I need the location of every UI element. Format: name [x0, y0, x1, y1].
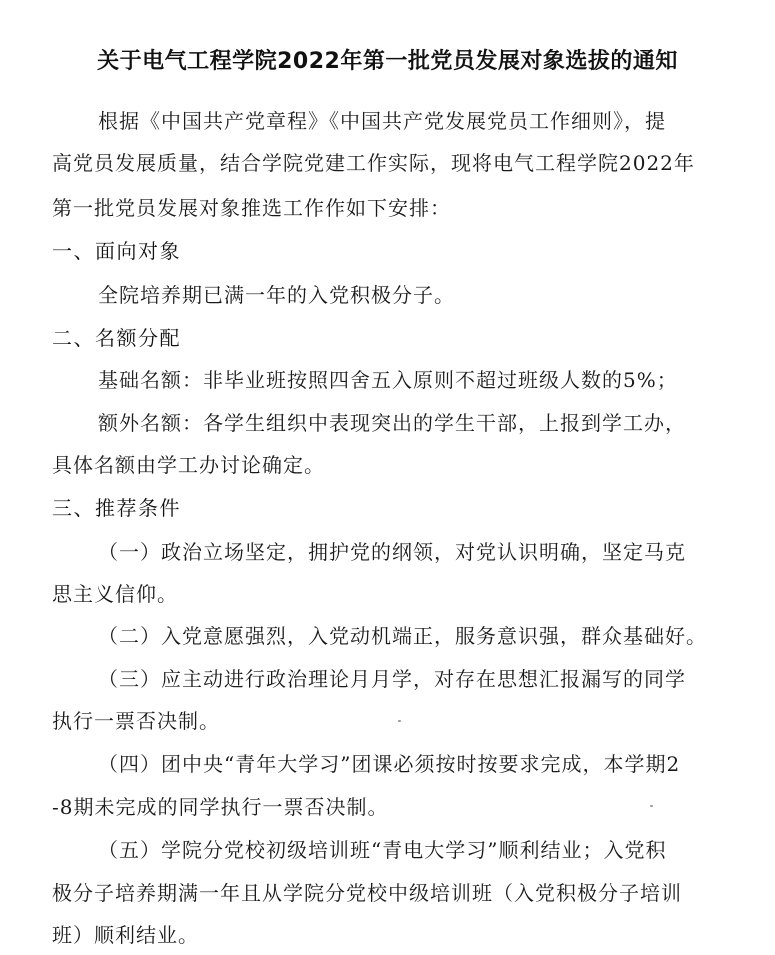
- section3-line-2: 思主义信仰。: [52, 582, 178, 606]
- section-heading-1: 一、面向对象: [52, 239, 181, 263]
- intro-line-2: 高党员发展质量，结合学院党建工作实际，现将电气工程学院2022年: [52, 151, 695, 175]
- intro-line-1: 根据《中国共产党章程》《中国共产党发展党员工作细则》，提: [98, 109, 666, 133]
- section2-line-1: 基础名额：非毕业班按照四舍五入原则不超过班级人数的5%；: [98, 368, 678, 392]
- section3-line-6: （四）团中央“青年大学习”团课必须按时按要求完成，本学期2: [98, 752, 681, 776]
- section2-line-2: 额外名额：各学生组织中表现突出的学生干部，上报到学工办，: [98, 411, 686, 435]
- section3-line-4: （三）应主动进行政治理论月月学，对存在思想汇报漏写的同学: [98, 667, 686, 691]
- section1-line-1: 全院培养期已满一年的入党积极分子。: [98, 283, 455, 307]
- scan-speck: [398, 720, 401, 722]
- section3-line-3: （二）入党意愿强烈，入党动机端正，服务意识强，群众基础好。: [98, 624, 707, 648]
- intro-line-3: 第一批党员发展对象推选工作作如下安排：: [52, 196, 451, 220]
- section3-line-9: 极分子培养期满一年且从学院分党校中级培训班（入党积极分子培训: [52, 881, 682, 905]
- scan-speck: [650, 805, 653, 807]
- section3-line-10: 班）顺利结业。: [52, 923, 199, 947]
- section-heading-3: 三、推荐条件: [52, 496, 181, 520]
- section3-line-8: （五）学院分党校初级培训班“青电大学习”顺利结业；入党积: [98, 838, 667, 862]
- section3-line-7: -8期未完成的同学执行一票否决制。: [52, 795, 389, 819]
- section3-line-1: （一）政治立场坚定，拥护党的纲领，对党认识明确，坚定马克: [98, 540, 686, 564]
- document-title: 关于电气工程学院2022年第一批党员发展对象选拔的通知: [97, 49, 678, 74]
- section-heading-2: 二、名额分配: [52, 326, 181, 350]
- section3-line-5: 执行一票否决制。: [52, 709, 220, 733]
- section2-line-3: 具体名额由学工办讨论确定。: [52, 453, 325, 477]
